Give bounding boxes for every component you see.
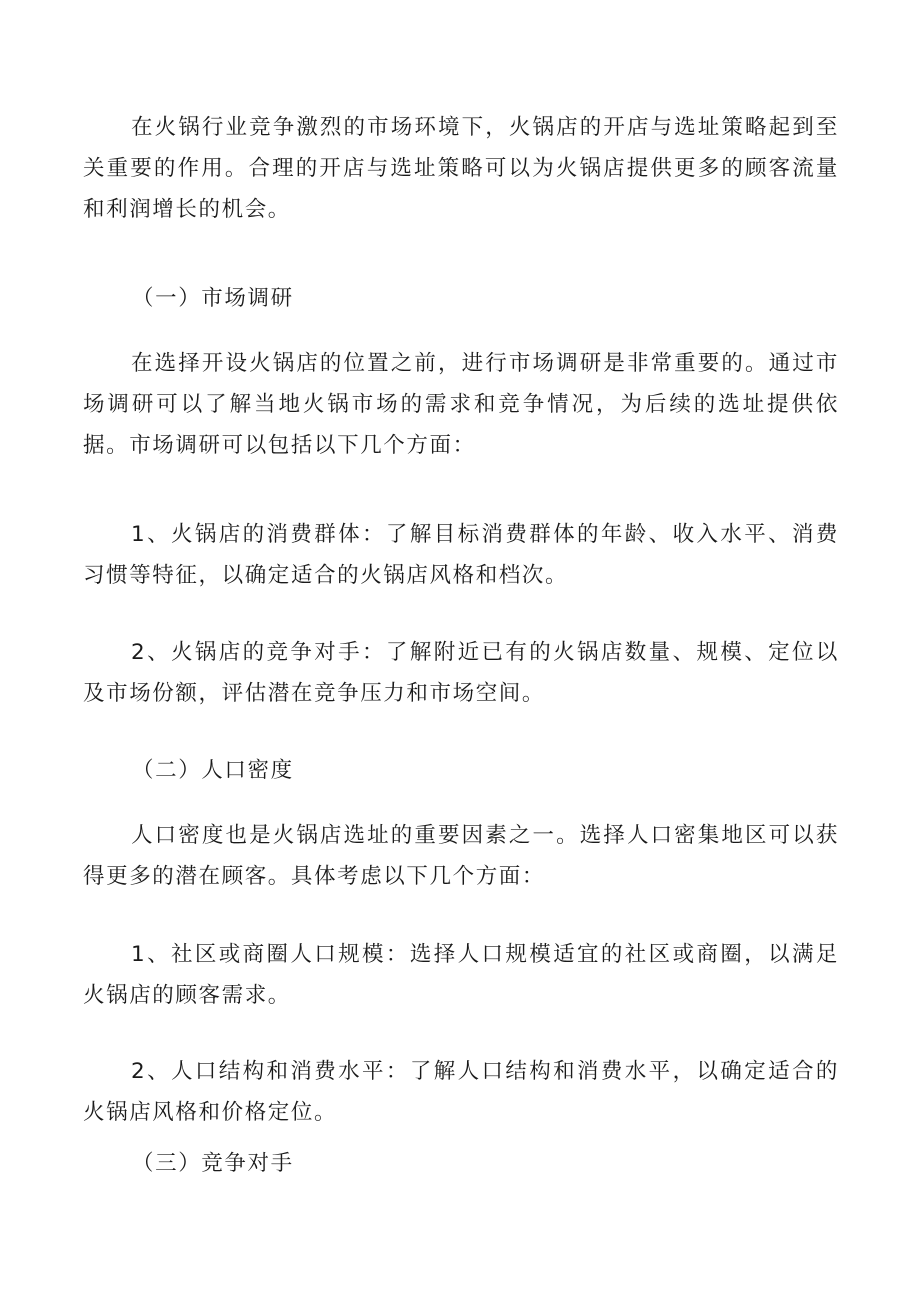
intro-paragraph: 在火锅行业竞争激烈的市场环境下，火锅店的开店与选址策略起到至关重要的作用。合理的开店与选址策略可以为火锅店提供更多的顾客流量和利润增长的机会。 bbox=[83, 115, 839, 222]
section-1-item-2: 2、火锅店的竞争对手：了解附近已有的火锅店数量、规模、定位以及市场份额，评估潜在竞争压力和市场空间。 bbox=[83, 640, 839, 706]
section-2-item-1: 1、社区或商圈人口规模：选择人口规模适宜的社区或商圈，以满足火锅店的顾客需求。 bbox=[83, 942, 839, 1008]
section-2-heading: （二）人口密度 bbox=[132, 758, 294, 783]
section-2-item-2: 2、人口结构和消费水平：了解人口结构和消费水平，以确定适合的火锅店风格和价格定位。 bbox=[83, 1059, 839, 1125]
section-1-item-1: 1、火锅店的消费群体：了解目标消费群体的年龄、收入水平、消费习惯等特征，以确定适合的火锅店风格和档次。 bbox=[83, 522, 839, 588]
section-3-heading: （三）竞争对手 bbox=[132, 1151, 294, 1176]
section-1-heading: （一）市场调研 bbox=[132, 286, 294, 311]
section-1-paragraph: 在选择开设火锅店的位置之前，进行市场调研是非常重要的。通过市场调研可以了解当地火锅市场的需求和竞争情况，为后续的选址提供依据。市场调研可以包括以下几个方面： bbox=[83, 351, 839, 458]
section-2-paragraph: 人口密度也是火锅店选址的重要因素之一。选择人口密集地区可以获得更多的潜在顾客。具体考虑以下几个方面： bbox=[83, 823, 839, 889]
